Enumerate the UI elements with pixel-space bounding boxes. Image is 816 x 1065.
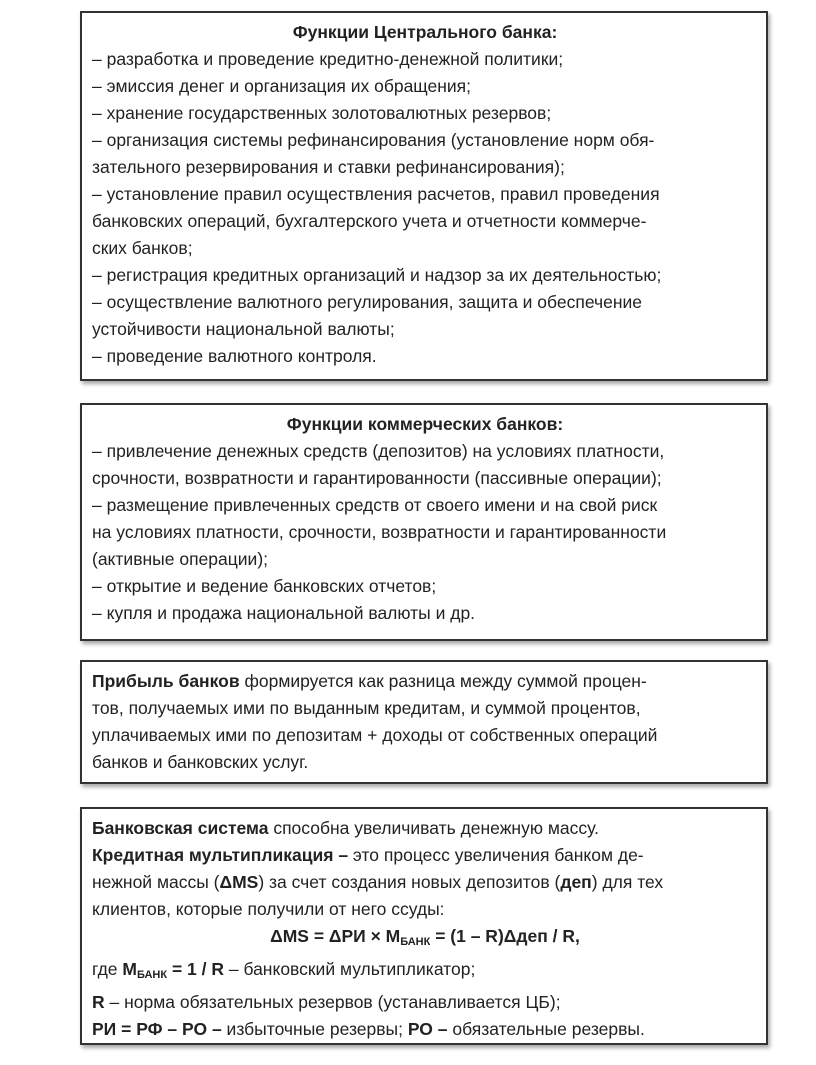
reserves-line: [92, 1016, 758, 1043]
credit-multiplication-line: [92, 842, 758, 869]
credit-multiplication-box: [80, 807, 768, 1045]
multiplier-subscript: БАНК: [136, 969, 168, 981]
money-mass-text-a: нежной массы (: [92, 872, 220, 892]
central-bank-functions-box: [80, 11, 768, 381]
money-mass-text-c: ) за счет создания новых депозитов (: [258, 872, 561, 892]
text-line: – купля и продажа национальной валюты и др.: [92, 603, 476, 623]
text-line: – проведение валютного контроля.: [92, 346, 377, 366]
multiplier-formula-inline: = 1 / R: [167, 959, 224, 979]
multiplier-definition-line: [92, 956, 758, 989]
text-line: – осуществление валютного регулирования, защита и обеспечение: [92, 292, 643, 312]
where-text: где: [92, 959, 123, 979]
text-line: на условиях платности, срочности, возвратности и гарантированности: [92, 522, 667, 542]
profit-line: [92, 668, 758, 695]
profit-description: [92, 695, 758, 776]
banking-system-line: [92, 815, 758, 842]
text-line: – хранение государственных золотовалютных резервов;: [92, 103, 552, 123]
banking-system-term: Банковская система: [92, 818, 269, 838]
reserve-ratio-line: [92, 989, 758, 1016]
profit-term: Прибыль банков: [92, 671, 240, 691]
text-line: ских банков;: [92, 238, 193, 258]
multiplier-symbol: M: [122, 959, 137, 979]
money-mass-text-e: ) для тех: [591, 872, 664, 892]
text-line: (активные операции);: [92, 549, 269, 569]
reserve-ratio-text: – норма обязательных резервов (устанавливается ЦБ);: [104, 992, 561, 1012]
deposit-term: деп: [560, 872, 592, 892]
required-reserves-text: обязательные резервы.: [447, 1019, 645, 1039]
commercial-banks-title: Функции коммерческих банков:: [286, 414, 564, 434]
text-line: – установление правил осуществления расчетов, правил проведения: [92, 184, 660, 204]
commercial-banks-functions-box: [80, 403, 768, 641]
multiplier-description: – банковский мультипликатор;: [223, 959, 476, 979]
text-line: банков и банковских услуг.: [92, 752, 309, 772]
excess-reserves-text: избыточные резервы;: [221, 1019, 408, 1039]
central-bank-title: Функции Центрального банка:: [292, 22, 558, 42]
text-line: – эмиссия денег и организация их обращения;: [92, 76, 472, 96]
credit-multiplication-term: Кредитная мультипликация –: [92, 845, 349, 865]
text-line: банковских операций, бухгалтерского учета и отчетности коммерче-: [92, 211, 647, 231]
text-line: устойчивости национальной валюты;: [92, 319, 395, 339]
text-line: – размещение привлеченных средств от своего имени и на свой риск: [92, 495, 658, 515]
banking-system-text: способна увеличивать денежную массу.: [268, 818, 599, 838]
delta-ms-term: ΔMS: [219, 872, 259, 892]
text-line: тов, получаемых ими по выданным кредитам, и суммой процентов,: [92, 698, 641, 718]
reserve-ratio-term: R: [92, 992, 105, 1012]
text-line: – привлечение денежных средств (депозитов) на условиях платности,: [92, 441, 665, 461]
text-line: – регистрация кредитных организаций и надзор за их деятельностью;: [92, 265, 662, 285]
text-line: зательного резервирования и ставки рефинансирования);: [92, 157, 565, 177]
multiplier-formula: [92, 923, 758, 956]
bank-profit-box: [80, 660, 768, 784]
text-line: – организация системы рефинансирования (установление норм обя-: [92, 130, 655, 150]
profit-text: формируется как разница между суммой процен-: [239, 671, 647, 691]
excess-reserves-term: РИ = РФ – РО –: [92, 1019, 222, 1039]
central-bank-list: [92, 46, 758, 370]
required-reserves-term: РО –: [407, 1019, 448, 1039]
text-line: уплачиваемых ими по депозитам + доходы от собственных операций: [92, 725, 658, 745]
text-line: – разработка и проведение кредитно-денежной политики;: [92, 49, 564, 69]
formula-subscript: БАНК: [400, 936, 431, 948]
formula-part-b: = (1 – R)Δдеп / R,: [430, 926, 580, 946]
credit-multiplication-text: это процесс увеличения банком де-: [348, 845, 644, 865]
clients-line: клиентов, которые получили от него ссуды:: [92, 899, 445, 919]
commercial-banks-list: [92, 438, 758, 627]
formula-part-a: ΔMS = ΔРИ × M: [270, 926, 401, 946]
text-line: – открытие и ведение банковских отчетов;: [92, 576, 437, 596]
money-mass-line: [92, 869, 758, 896]
text-line: срочности, возвратности и гарантированности (пассивные операции);: [92, 468, 662, 488]
